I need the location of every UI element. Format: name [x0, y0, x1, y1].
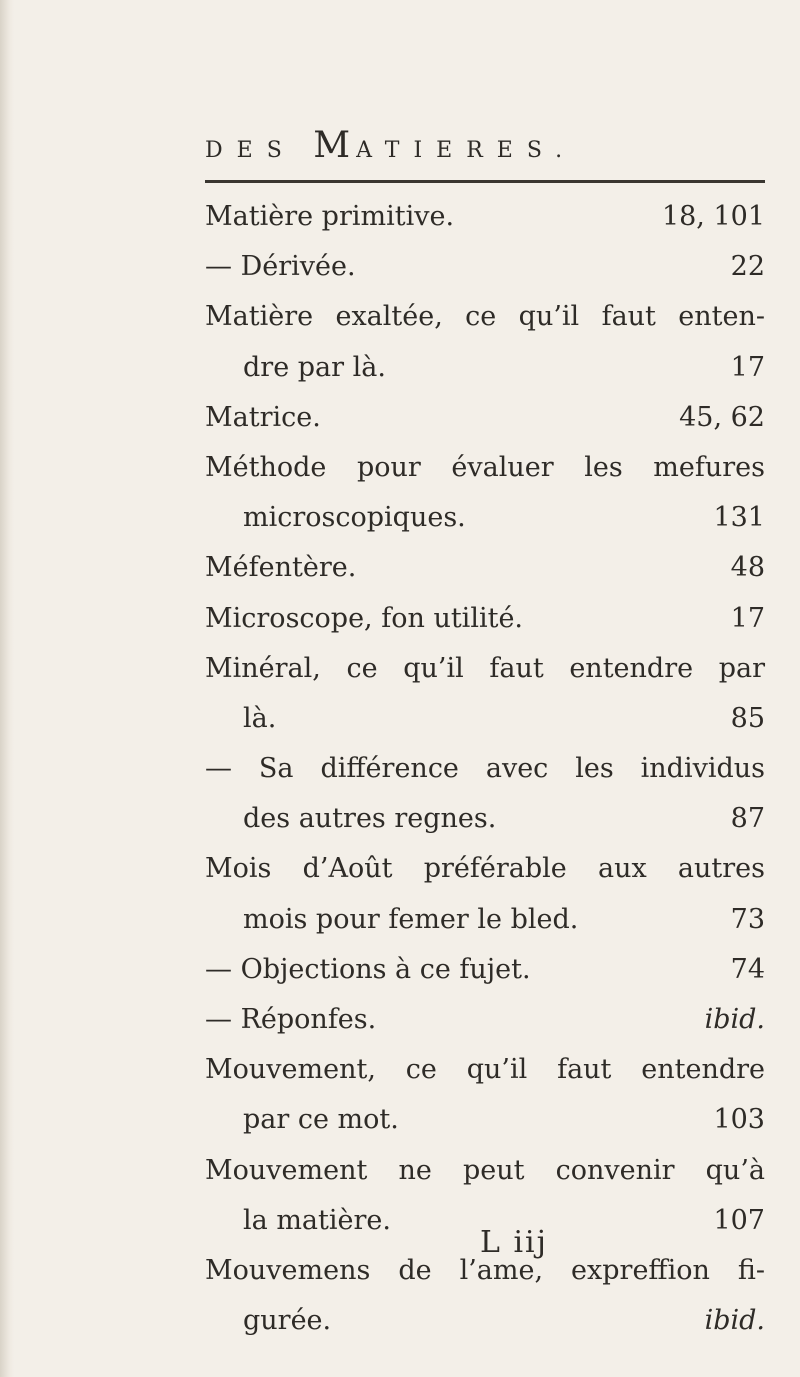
entry-text: — Objections à ce fujet.	[205, 953, 531, 985]
entry-text: gurée.	[243, 1305, 332, 1337]
entry-text: mois pour femer le bled.	[243, 903, 579, 935]
entry-text: — Dérivée.	[205, 251, 356, 283]
index-line	[205, 543, 765, 593]
signature-mark: L iij	[480, 1225, 548, 1260]
index-line	[205, 393, 765, 443]
entry-text: dre par là.	[243, 351, 386, 383]
page-reference: 48	[730, 552, 765, 584]
index-line	[205, 343, 765, 393]
index-line	[205, 594, 765, 644]
entry-text: Matière primitive.	[205, 201, 455, 232]
entry-text: la matière.	[243, 1204, 391, 1236]
index-line	[205, 644, 765, 694]
index-entries	[205, 192, 765, 1346]
entry-text: des autres regnes.	[243, 803, 497, 835]
entry-text: — Réponfes.	[205, 1004, 377, 1035]
entry-text: Matrice.	[205, 401, 321, 433]
entry-text: Mouvement ne peut convenir qu’à	[205, 1154, 765, 1186]
running-header	[205, 125, 765, 166]
index-line	[205, 844, 765, 894]
entry-text: Minéral, ce qu’il faut entendre par	[205, 652, 765, 684]
header-title-initial: M	[313, 125, 357, 166]
page-reference: 73	[730, 903, 765, 935]
entry-text: microscopiques.	[243, 502, 466, 534]
page-reference: 87	[730, 803, 765, 835]
index-line	[205, 493, 765, 543]
index-line	[205, 694, 765, 744]
page-reference: 45, 62	[679, 401, 765, 433]
index-line	[205, 995, 765, 1045]
entry-text: là.	[243, 702, 277, 734]
page-reference: 17	[730, 602, 765, 634]
index-line	[205, 1146, 765, 1196]
page-reference: ibid.	[704, 1305, 765, 1337]
page-edge	[0, 0, 14, 1377]
page-reference: 74	[730, 953, 765, 985]
entry-text: Mouvemens de l’ame, expreffion fi-	[205, 1254, 765, 1286]
entry-text: Méfentère.	[205, 552, 357, 584]
page-reference: 131	[713, 502, 765, 534]
entry-text: Mois d’Août préférable aux autres	[205, 853, 765, 885]
header-rule	[205, 180, 765, 183]
index-line	[205, 192, 765, 242]
entry-text: Microscope, fon utilité.	[205, 602, 524, 634]
index-line	[205, 1296, 765, 1346]
index-line	[205, 945, 765, 995]
index-line	[205, 1095, 765, 1145]
index-line	[205, 744, 765, 794]
page-reference: ibid.	[704, 1004, 765, 1035]
entry-text: Mouvement, ce qu’il faut entendre	[205, 1054, 765, 1086]
entry-text: Méthode pour évaluer les mefures	[205, 451, 765, 483]
entry-text: — Sa différence avec les individus	[205, 753, 765, 785]
page-reference: 17	[730, 351, 765, 383]
index-line	[205, 242, 765, 292]
index-line	[205, 292, 765, 342]
index-line	[205, 794, 765, 844]
page-reference: 103	[713, 1104, 765, 1136]
index-line	[205, 443, 765, 493]
index-line	[205, 895, 765, 945]
header-title-rest: ATIERES.	[356, 138, 577, 163]
page-reference: 18, 101	[661, 201, 765, 232]
page-reference: 85	[730, 702, 765, 734]
index-line	[205, 1045, 765, 1095]
entry-text: Matière exaltée, ce qu’il faut enten-	[205, 301, 765, 333]
page-reference: 22	[730, 251, 765, 283]
header-prefix: DES	[205, 138, 296, 163]
page-reference: 107	[713, 1204, 765, 1236]
entry-text: par ce mot.	[243, 1104, 399, 1136]
